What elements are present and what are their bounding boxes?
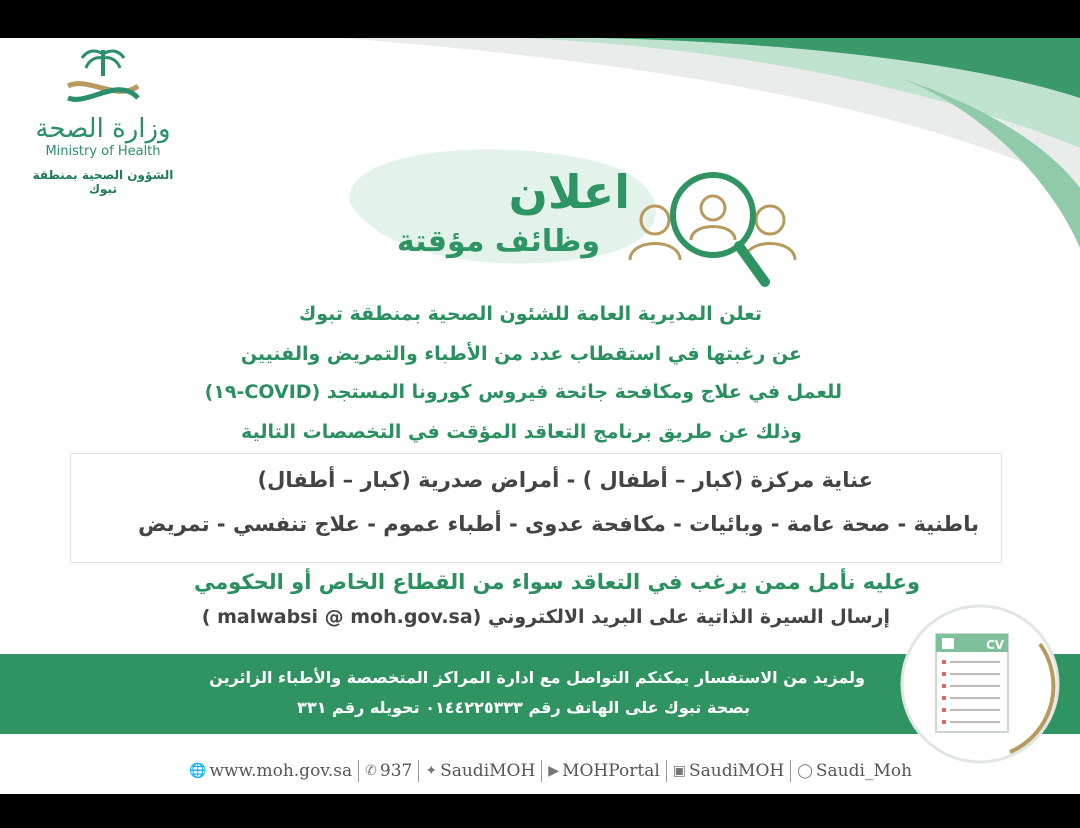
footer-youtube-label: MOHPortal — [562, 761, 660, 781]
appeal-text: وعليه نأمل ممن يرغب في التعاقد سواء من القطاع الخاص أو الحكومي — [194, 570, 920, 594]
recruitment-search-icon — [625, 170, 805, 300]
youtube-icon: ▶ — [548, 763, 560, 779]
intro-line-1: تعلن المديرية العامة للشئون الصحية بمنطقة تبوك — [298, 303, 762, 325]
intro-line-4: وذلك عن طريق برنامج التعاقد المؤقت في التخصصات التالية — [241, 421, 802, 443]
footer-facebook[interactable] — [667, 761, 790, 781]
palm-swords-icon — [58, 46, 148, 108]
footer-snapchat[interactable] — [791, 761, 918, 781]
intro-line-3: للعمل في علاج ومكافحة جائحة فيروس كورونا المستجد (COVID-١٩) — [204, 381, 842, 403]
announcement-title: اعلان — [508, 165, 630, 219]
globe-icon: 🌐 — [189, 763, 207, 779]
intro-line-2: عن رغبتها في استقطاب عدد من الأطباء والتمريض والفنيين — [240, 343, 802, 365]
ministry-name-english: Ministry of Health — [45, 144, 161, 159]
phone-icon: ✆ — [365, 763, 377, 779]
contact-line-1: ولمزيد من الاستفسار يمكنكم التواصل مع ادارة المراكز المتخصصة والأطباء الزائرين — [209, 668, 865, 687]
footer-twitter[interactable] — [419, 761, 541, 781]
specialties-line-2: باطنية - صحة عامة - وبائيات - مكافحة عدوى - أطباء عموم - علاج تنفسي - تمريض — [138, 512, 979, 536]
footer-youtube[interactable] — [542, 761, 665, 781]
facebook-icon: ▣ — [672, 763, 686, 779]
footer-phone[interactable] — [359, 761, 418, 781]
footer-contacts — [183, 758, 918, 784]
twitter-icon: ✦ — [425, 763, 438, 779]
specialties-box — [70, 453, 1002, 563]
announcement-subtitle: وظائف مؤقتة — [396, 224, 600, 259]
announcement-poster — [0, 38, 1080, 794]
cv-document-icon — [900, 604, 1060, 764]
specialties-line-1: عناية مركزة (كبار – أطفال ) - أمراض صدرية (كبار – أطفال) — [257, 468, 873, 492]
regional-affairs-label: الشؤون الصحية بمنطقة تبوك — [32, 168, 174, 196]
footer-twitter-label: SaudiMOH — [440, 761, 536, 781]
ministry-logo — [18, 46, 188, 226]
ministry-name-arabic: وزارة الصحة — [35, 114, 171, 144]
footer-facebook-label: SaudiMOH — [689, 761, 785, 781]
email-instruction: إرسال السيرة الذاتية على البريد الالكتروني (malwabsi @ moh.gov.sa ) — [201, 606, 890, 628]
contact-line-2: بصحة تبوك على الهاتف رقم ٠١٤٤٢٢٥٣٣٣ تحويله رقم ٣٣١ — [297, 698, 750, 717]
footer-website-label: www.moh.gov.sa — [209, 761, 353, 781]
footer-snapchat-label: Saudi_Moh — [815, 761, 913, 781]
footer-phone-label: 937 — [379, 761, 413, 781]
footer-website[interactable] — [183, 761, 358, 781]
snapchat-icon: ◯ — [797, 763, 813, 779]
cv-label: CV — [986, 638, 1005, 652]
